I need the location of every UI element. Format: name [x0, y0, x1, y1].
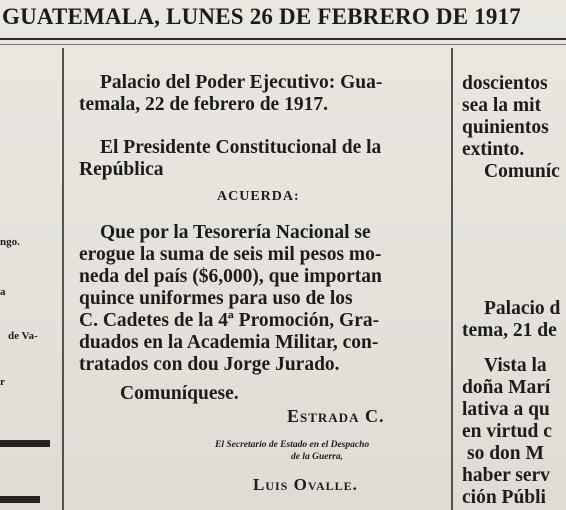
column-rule-right	[451, 48, 453, 510]
right-line: sea la mit	[462, 95, 542, 116]
left-fragment: de Va-	[8, 330, 38, 342]
left-black-bar	[0, 496, 40, 503]
masthead-rule-thin	[0, 44, 566, 45]
president-title: República	[79, 159, 164, 180]
right-line: Vista la	[484, 355, 547, 376]
right-line: lativa a qu	[462, 399, 550, 420]
secretary-title: de la Guerra,	[291, 452, 343, 462]
acuerda-heading: ACUERDA:	[217, 189, 300, 204]
masthead	[0, 0, 566, 40]
masthead-rule	[0, 38, 566, 40]
right-line: Palacio d	[484, 298, 561, 319]
right-line: Comuníc	[484, 161, 560, 182]
body-line: tratados con dou Jorge Jurado.	[79, 354, 340, 375]
column-rule-left	[62, 48, 64, 510]
signature-estrada: Estrada C.	[287, 406, 385, 426]
dateline: Palacio del Poder Ejecutivo: Gua-	[100, 72, 383, 93]
signature-ovalle: Luis Ovalle.	[253, 475, 358, 494]
body-line: duados en la Academia Militar, con-	[79, 332, 379, 353]
right-line: so don M	[467, 443, 544, 464]
right-line: tema, 21 de	[462, 320, 557, 341]
body-line: erogue la suma de seis mil pesos mo-	[79, 244, 382, 265]
dateline: temala, 22 de febrero de 1917.	[79, 94, 328, 115]
left-black-bar	[0, 440, 50, 447]
right-line: ción Públi	[462, 487, 546, 508]
body-line: neda del país ($6,000), que importan	[79, 266, 382, 287]
right-line: extinto.	[462, 139, 525, 160]
masthead-title: GUATEMALA, LUNES 26 DE FEBRERO DE 1917	[2, 4, 521, 29]
right-line: doña Marí	[462, 377, 551, 398]
left-fragment: ngo.	[0, 236, 20, 248]
body-line: Que por la Tesorería Nacional se	[100, 222, 371, 243]
president-title: El Presidente Constitucional de la	[100, 137, 382, 158]
right-line: haber serv	[462, 465, 550, 486]
secretary-title: El Secretario de Estado en el Despacho	[215, 440, 370, 450]
left-fragment: a	[0, 286, 6, 298]
left-fragment: r	[0, 376, 5, 388]
body-line: C. Cadetes de la 4ª Promoción, Gra-	[79, 310, 380, 331]
right-line: en virtud c	[462, 421, 552, 442]
right-line: quinientos	[462, 117, 549, 138]
comuniquese: Comuníquese.	[120, 383, 239, 404]
body-line: quince uniformes para uso de los	[79, 288, 353, 309]
right-line: doscientos	[462, 73, 548, 94]
